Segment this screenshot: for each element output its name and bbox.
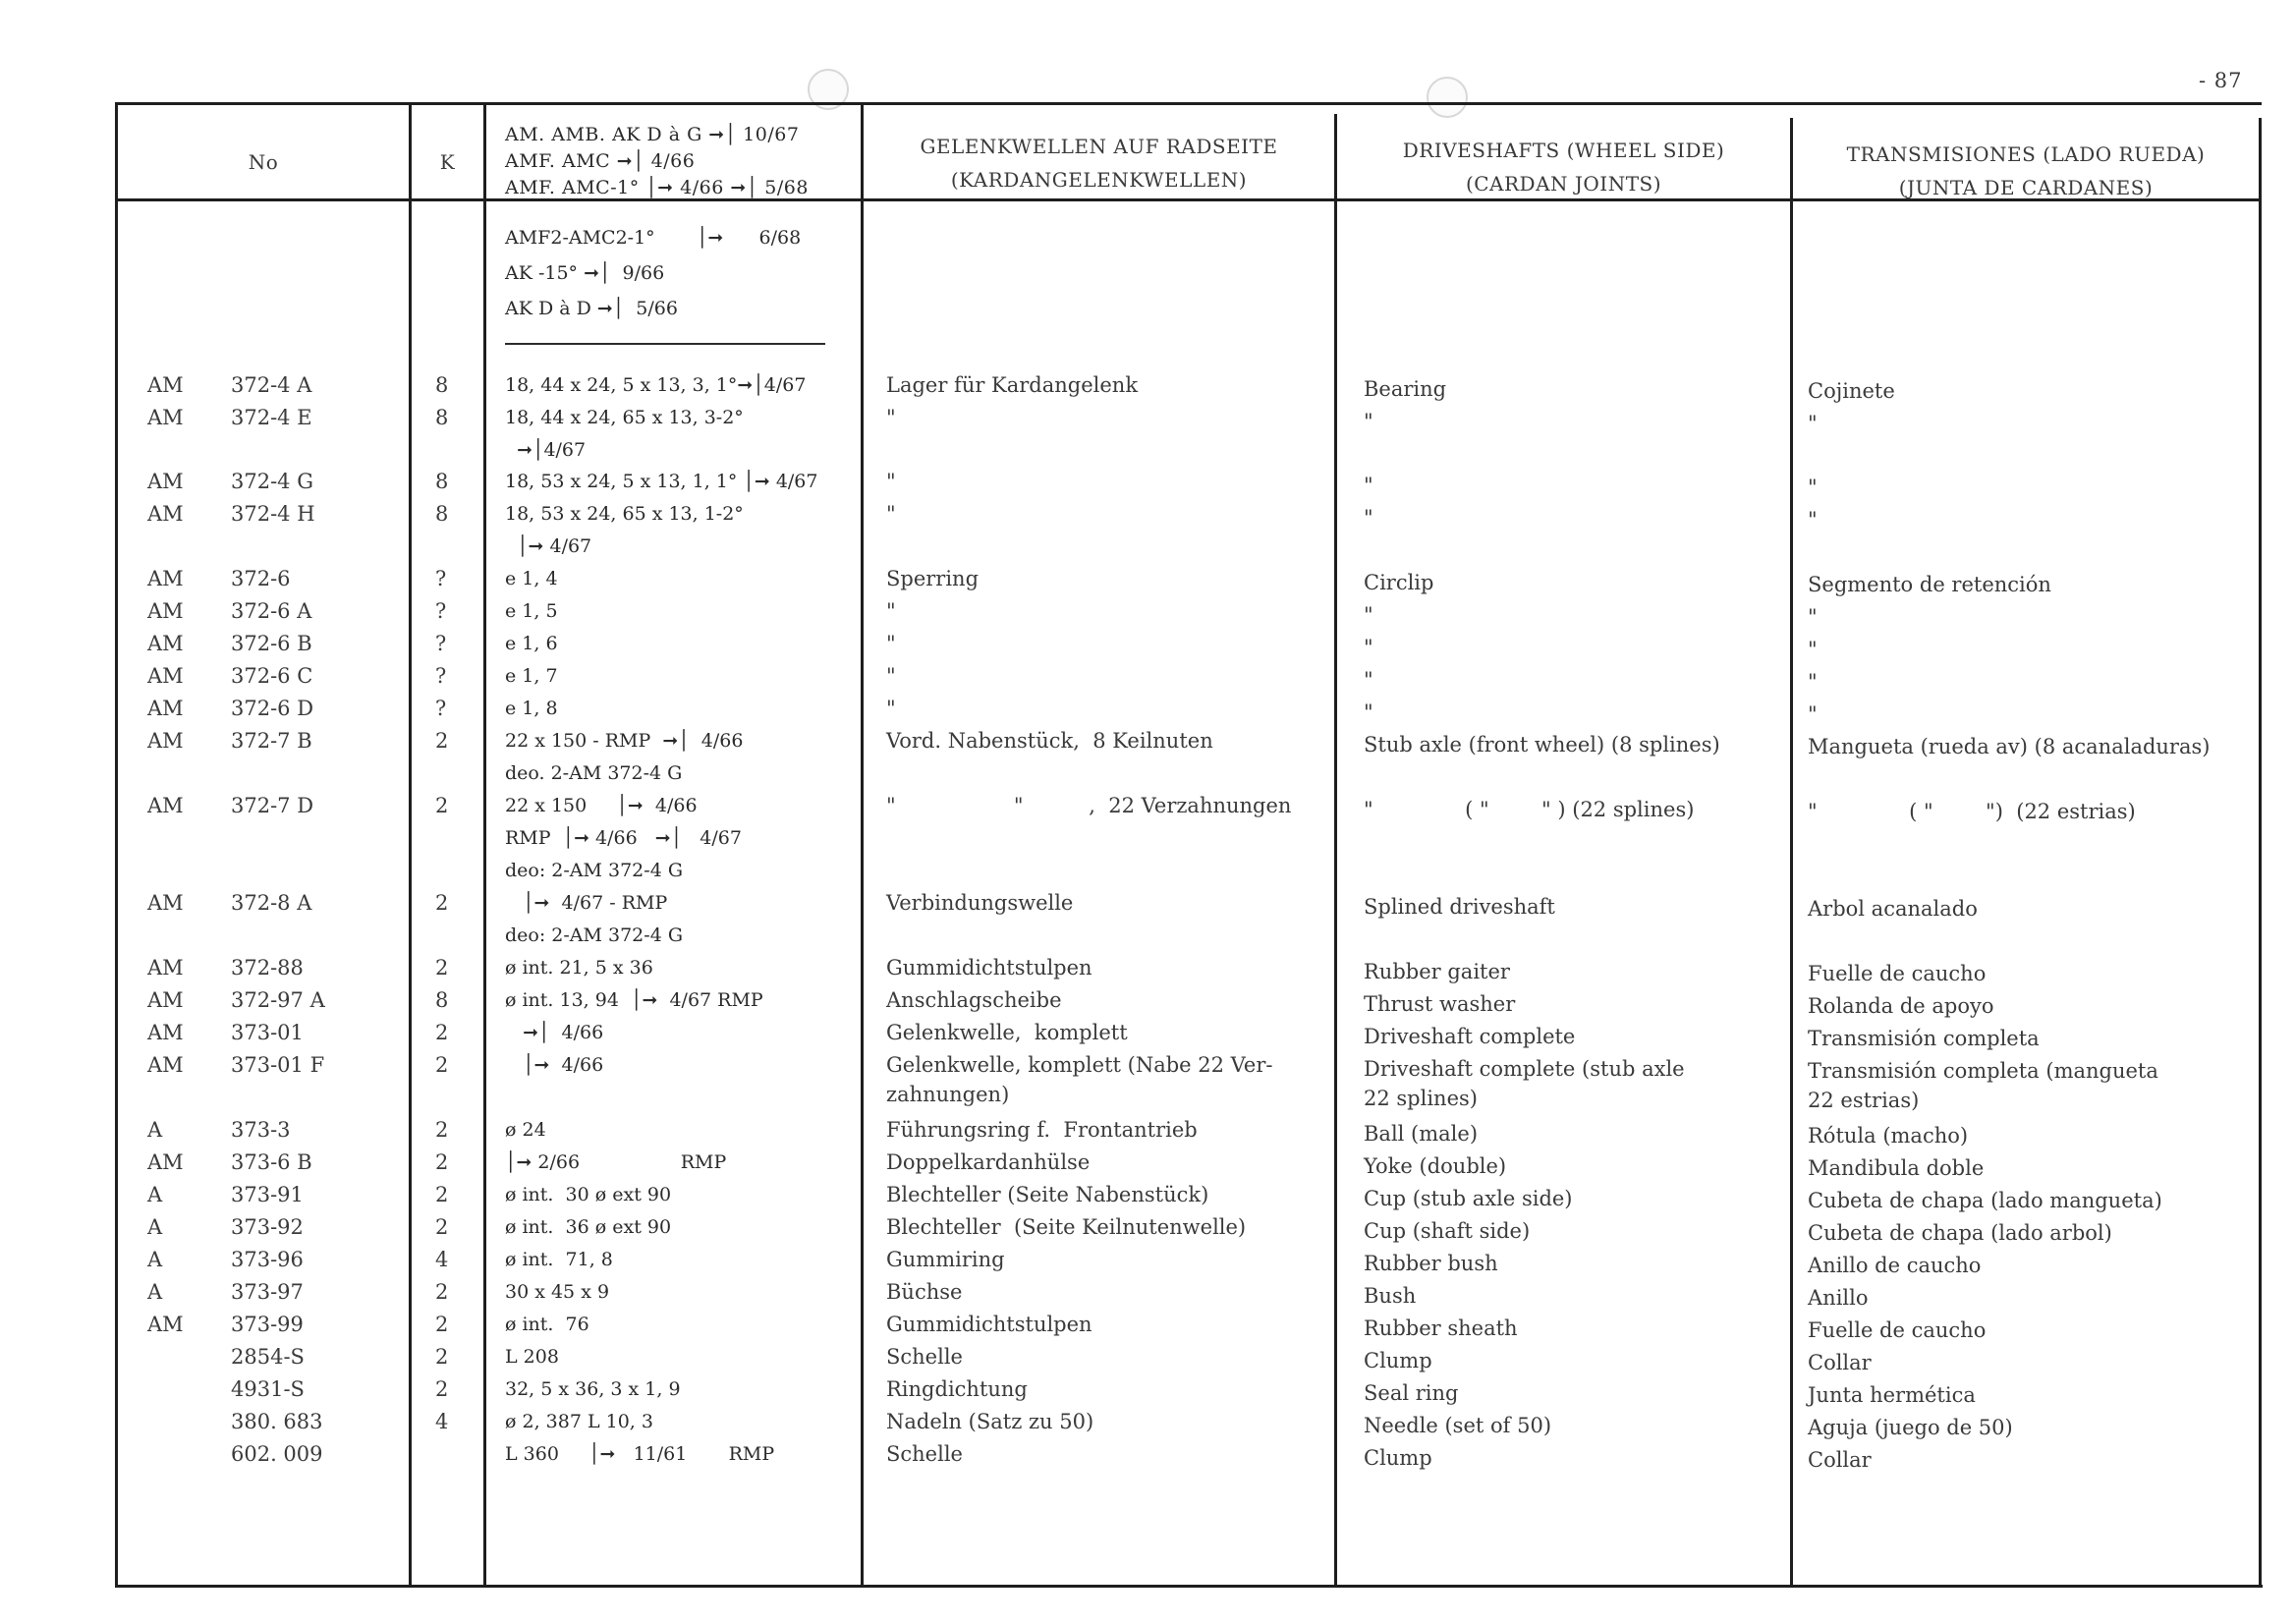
description-german: Sperring <box>886 567 980 590</box>
header-k: K <box>439 150 456 174</box>
quantity-k: 2 <box>435 1118 449 1142</box>
description-spanish: Mandibula doble <box>1808 1156 1985 1180</box>
quantity-k: 4 <box>435 1248 449 1271</box>
description-english: 22 splines) <box>1364 1087 1478 1110</box>
spec-text: 22 x 150 │➞ 4/66 <box>505 795 698 816</box>
quantity-k: 8 <box>435 988 449 1012</box>
description-english: " <box>1364 603 1373 627</box>
quantity-k: ? <box>435 664 447 688</box>
spec-text: │➞ 4/67 - RMP <box>505 892 668 914</box>
spec-text: ø 24 <box>505 1119 546 1141</box>
spec-text: deo. 2-AM 372-4 G <box>505 762 683 784</box>
part-number: 372-6 D <box>231 697 314 720</box>
part-number: 372-8 A <box>231 891 312 915</box>
description-english: Cup (shaft side) <box>1364 1219 1531 1243</box>
description-german: Büchse <box>886 1280 963 1304</box>
rule-col-en-es <box>1790 118 1793 1586</box>
spec-text: L 208 <box>505 1346 559 1368</box>
spec-text: 32, 5 x 36, 3 x 1, 9 <box>505 1378 681 1400</box>
part-prefix: AM <box>147 891 184 915</box>
part-number: 373-01 <box>231 1021 304 1044</box>
part-number: 373-99 <box>231 1313 304 1336</box>
rule-model-notes <box>505 343 825 345</box>
description-english: " <box>1364 668 1373 692</box>
spec-text: deo: 2-AM 372-4 G <box>505 860 684 881</box>
description-german: " <box>886 406 896 429</box>
description-german: Ringdichtung <box>886 1377 1028 1401</box>
description-spanish: Anillo <box>1808 1286 1869 1310</box>
description-german: Gummidichtstulpen <box>886 1313 1092 1336</box>
quantity-k: 8 <box>435 373 449 397</box>
description-german: Gummiring <box>886 1248 1005 1271</box>
quantity-k: 4 <box>435 1410 449 1433</box>
quantity-k: 2 <box>435 1053 449 1077</box>
spec-text: ➞│ 4/66 <box>505 1022 604 1043</box>
part-number: 380. 683 <box>231 1410 323 1433</box>
header-english-line: DRIVESHAFTS (WHEEL SIDE) <box>1402 139 1725 162</box>
spec-text: RMP │➞ 4/66 ➞│ 4/67 <box>505 827 742 849</box>
spec-text: 30 x 45 x 9 <box>505 1281 610 1303</box>
header-models <box>505 122 859 201</box>
description-spanish: " <box>1808 476 1818 499</box>
quantity-k: 2 <box>435 1215 449 1239</box>
description-spanish: Fuelle de caucho <box>1808 1318 1987 1342</box>
description-spanish: Arbol acanalado <box>1808 897 1978 921</box>
rule-col-no-k <box>409 102 412 1586</box>
quantity-k: 8 <box>435 470 449 493</box>
spec-text: ø 2, 387 L 10, 3 <box>505 1411 653 1432</box>
part-number: 372-97 A <box>231 988 325 1012</box>
part-number: 373-6 B <box>231 1150 312 1174</box>
part-number: 372-88 <box>231 956 304 980</box>
quantity-k: 2 <box>435 1150 449 1174</box>
spec-text: │➞ 4/67 <box>505 535 592 557</box>
description-spanish: 22 estrias) <box>1808 1089 1920 1112</box>
description-english: Thrust washer <box>1364 992 1516 1016</box>
description-german: Anschlagscheibe <box>886 988 1062 1012</box>
header-no: No <box>248 150 279 174</box>
description-german: " <box>886 502 896 526</box>
part-prefix: AM <box>147 1053 184 1077</box>
description-german: " " , 22 Verzahnungen <box>886 794 1292 817</box>
part-prefix: AM <box>147 1313 184 1336</box>
rule-top <box>115 102 2262 105</box>
quantity-k: ? <box>435 697 447 720</box>
part-number: 372-4 G <box>231 470 313 493</box>
part-number: 4931-S <box>231 1377 305 1401</box>
part-prefix: A <box>147 1183 163 1206</box>
quantity-k: 2 <box>435 1280 449 1304</box>
quantity-k: 2 <box>435 1313 449 1336</box>
description-english: Bush <box>1364 1284 1417 1308</box>
description-english: Driveshaft complete <box>1364 1025 1576 1048</box>
description-spanish: Aguja (juego de 50) <box>1808 1416 2013 1439</box>
part-prefix: AM <box>147 599 184 623</box>
spec-text: ø int. 76 <box>505 1314 589 1335</box>
header-model-line: AMF. AMC ➞│ 4/66 <box>505 150 696 172</box>
page-number: - 87 <box>2199 69 2243 92</box>
header-spanish-line: (JUNTA DE CARDANES) <box>1898 176 2154 199</box>
spec-text: e 1, 4 <box>505 568 558 589</box>
spec-text: 22 x 150 - RMP ➞│ 4/66 <box>505 730 744 752</box>
quantity-k: ? <box>435 632 447 655</box>
rule-col-left <box>115 102 118 1588</box>
part-number: 373-3 <box>231 1118 291 1142</box>
part-number: 373-97 <box>231 1280 304 1304</box>
part-prefix: AM <box>147 729 184 753</box>
part-prefix: A <box>147 1280 163 1304</box>
spec-text: ø int. 36 ø ext 90 <box>505 1216 672 1238</box>
description-english: " ( " " ) (22 splines) <box>1364 798 1695 821</box>
description-spanish: Mangueta (rueda av) (8 acanaladuras) <box>1808 735 2211 758</box>
description-spanish: Collar <box>1808 1448 1872 1472</box>
part-number: 372-4 H <box>231 502 315 526</box>
spec-text: 18, 53 x 24, 65 x 13, 1-2° <box>505 503 744 525</box>
part-prefix: AM <box>147 567 184 590</box>
spec-text: L 360 │➞ 11/61 RMP <box>505 1443 775 1465</box>
header-model-line: AMF. AMC-1° │➞ 4/66 ➞│ 5/68 <box>505 177 809 198</box>
description-german: Schelle <box>886 1442 963 1466</box>
quantity-k: 2 <box>435 1021 449 1044</box>
part-prefix: AM <box>147 406 184 429</box>
quantity-k: 2 <box>435 729 449 753</box>
description-german: Gummidichtstulpen <box>886 956 1092 980</box>
rule-col-spec-de <box>861 102 864 1586</box>
description-german: Blechteller (Seite Keilnutenwelle) <box>886 1215 1247 1239</box>
description-english: Rubber gaiter <box>1364 960 1510 983</box>
description-spanish: Collar <box>1808 1351 1872 1374</box>
description-german: Gelenkwelle, komplett <box>886 1021 1128 1044</box>
spec-text: ø int. 71, 8 <box>505 1249 613 1270</box>
part-number: 372-6 A <box>231 599 312 623</box>
quantity-k: 2 <box>435 1345 449 1369</box>
description-spanish: " <box>1808 702 1818 726</box>
part-prefix: AM <box>147 794 184 817</box>
description-spanish: " <box>1808 412 1818 435</box>
description-english: Circlip <box>1364 571 1434 594</box>
part-prefix: A <box>147 1215 163 1239</box>
rule-col-right <box>2259 118 2262 1586</box>
description-english: Clump <box>1364 1446 1432 1470</box>
description-german: " <box>886 697 896 720</box>
description-english: " <box>1364 700 1373 724</box>
quantity-k: ? <box>435 567 447 590</box>
rule-col-k-spec <box>483 102 486 1586</box>
description-german: Verbindungswelle <box>886 891 1074 915</box>
part-prefix: AM <box>147 502 184 526</box>
spec-text: 18, 44 x 24, 5 x 13, 3, 1°➞│4/67 <box>505 374 807 396</box>
header-english-line: (CARDAN JOINTS) <box>1465 172 1662 196</box>
part-number: 372-4 E <box>231 406 312 429</box>
description-english: " <box>1364 636 1373 659</box>
rule-col-de-en <box>1334 114 1337 1586</box>
part-number: 373-92 <box>231 1215 304 1239</box>
spec-text: e 1, 7 <box>505 665 558 687</box>
description-english: Yoke (double) <box>1364 1154 1507 1178</box>
part-prefix: AM <box>147 470 184 493</box>
quantity-k: 2 <box>435 1377 449 1401</box>
description-spanish: Fuelle de caucho <box>1808 962 1987 985</box>
spec-text: ø int. 13, 94 │➞ 4/67 RMP <box>505 989 763 1011</box>
spec-text: deo: 2-AM 372-4 G <box>505 924 684 946</box>
part-number: 372-6 C <box>231 664 313 688</box>
part-number: 372-7 D <box>231 794 314 817</box>
description-german: " <box>886 470 896 493</box>
quantity-k: ? <box>435 599 447 623</box>
description-german: " <box>886 632 896 655</box>
header-english <box>1337 134 1790 200</box>
quantity-k: 8 <box>435 406 449 429</box>
description-english: Splined driveshaft <box>1364 895 1555 919</box>
part-prefix: A <box>147 1118 163 1142</box>
spec-text: 18, 44 x 24, 65 x 13, 3-2° <box>505 407 744 428</box>
spec-text: │➞ 2/66 RMP <box>505 1151 727 1173</box>
description-english: Ball (male) <box>1364 1122 1479 1146</box>
description-spanish: " <box>1808 508 1818 532</box>
description-english: " <box>1364 506 1373 530</box>
part-number: 372-7 B <box>231 729 312 753</box>
description-english: Rubber sheath <box>1364 1316 1518 1340</box>
part-prefix: AM <box>147 988 184 1012</box>
description-english: Bearing <box>1364 377 1447 401</box>
description-german: " <box>886 664 896 688</box>
description-spanish: Anillo de caucho <box>1808 1254 1982 1277</box>
part-number: 373-91 <box>231 1183 304 1206</box>
description-spanish: Cubeta de chapa (lado arbol) <box>1808 1221 2112 1245</box>
part-prefix: AM <box>147 1150 184 1174</box>
description-german: Schelle <box>886 1345 963 1369</box>
part-number: 372-4 A <box>231 373 312 397</box>
part-number: 372-6 <box>231 567 291 590</box>
model-note: AMF2-AMC2-1° │➞ 6/68 <box>505 227 802 249</box>
description-english: Cup (stub axle side) <box>1364 1187 1573 1210</box>
quantity-k: 2 <box>435 891 449 915</box>
description-spanish: Junta hermética <box>1808 1383 1976 1407</box>
description-english: Stub axle (front wheel) (8 splines) <box>1364 733 1720 756</box>
description-german: Blechteller (Seite Nabenstück) <box>886 1183 1209 1206</box>
rule-bottom <box>118 1585 2263 1588</box>
quantity-k: 2 <box>435 794 449 817</box>
description-english: " <box>1364 474 1373 497</box>
description-english: Rubber bush <box>1364 1252 1498 1275</box>
description-german: Vord. Nabenstück, 8 Keilnuten <box>886 729 1213 753</box>
spec-text: ➞│4/67 <box>505 439 587 461</box>
part-prefix: AM <box>147 956 184 980</box>
part-prefix: A <box>147 1248 163 1271</box>
header-german <box>864 130 1334 196</box>
quantity-k: 2 <box>435 1183 449 1206</box>
part-prefix: AM <box>147 632 184 655</box>
part-number: 602. 009 <box>231 1442 323 1466</box>
description-german: Lager für Kardangelenk <box>886 373 1139 397</box>
description-english: Seal ring <box>1364 1381 1459 1405</box>
header-model-line: AM. AMB. AK D à G ➞│ 10/67 <box>505 124 800 145</box>
part-number: 372-6 B <box>231 632 312 655</box>
punch-hole-right <box>1427 77 1468 118</box>
description-german: Nadeln (Satz zu 50) <box>886 1410 1094 1433</box>
spec-text: │➞ 4/66 <box>505 1054 604 1076</box>
spec-text: e 1, 8 <box>505 698 558 719</box>
quantity-k: 8 <box>435 502 449 526</box>
description-spanish: Rolanda de apoyo <box>1808 994 1994 1018</box>
part-prefix: AM <box>147 373 184 397</box>
part-number: 2854-S <box>231 1345 305 1369</box>
description-german: Gelenkwelle, komplett (Nabe 22 Ver- <box>886 1053 1273 1077</box>
description-spanish: Cubeta de chapa (lado mangueta) <box>1808 1189 2162 1212</box>
part-number: 373-96 <box>231 1248 304 1271</box>
part-prefix: AM <box>147 664 184 688</box>
description-english: Clump <box>1364 1349 1432 1372</box>
description-spanish: Cojinete <box>1808 379 1895 403</box>
spec-text: 18, 53 x 24, 5 x 13, 1, 1° │➞ 4/67 <box>505 471 818 492</box>
spec-text: e 1, 6 <box>505 633 558 654</box>
description-spanish: Transmisión completa (mangueta <box>1808 1059 2158 1083</box>
part-number: 373-01 F <box>231 1053 325 1077</box>
description-spanish: Segmento de retención <box>1808 573 2051 596</box>
spec-text: ø int. 21, 5 x 36 <box>505 957 653 979</box>
spec-text: ø int. 30 ø ext 90 <box>505 1184 672 1205</box>
description-spanish: " <box>1808 638 1818 661</box>
description-spanish: " <box>1808 670 1818 694</box>
description-spanish: Transmisión completa <box>1808 1027 2040 1050</box>
description-english: " <box>1364 410 1373 433</box>
quantity-k: 2 <box>435 956 449 980</box>
model-note: AK -15° ➞│ 9/66 <box>505 262 665 284</box>
description-english: Driveshaft complete (stub axle <box>1364 1057 1685 1081</box>
description-english: Needle (set of 50) <box>1364 1414 1552 1437</box>
spec-text: e 1, 5 <box>505 600 558 622</box>
description-spanish: Rótula (macho) <box>1808 1124 1969 1148</box>
header-spanish <box>1793 138 2259 204</box>
header-spanish-line: TRANSMISIONES (LADO RUEDA) <box>1846 142 2206 166</box>
part-prefix: AM <box>147 1021 184 1044</box>
header-german-line: (KARDANGELENKWELLEN) <box>950 168 1248 192</box>
description-german: Doppelkardanhülse <box>886 1150 1091 1174</box>
description-german: Führungsring f. Frontantrieb <box>886 1118 1198 1142</box>
header-german-line: GELENKWELLEN AUF RADSEITE <box>920 135 1278 158</box>
part-prefix: AM <box>147 697 184 720</box>
description-spanish: " ( " ") (22 estrias) <box>1808 800 2136 823</box>
description-spanish: " <box>1808 605 1818 629</box>
model-note: AK D à D ➞│ 5/66 <box>505 298 678 319</box>
description-german: " <box>886 599 896 623</box>
description-german: zahnungen) <box>886 1083 1010 1106</box>
